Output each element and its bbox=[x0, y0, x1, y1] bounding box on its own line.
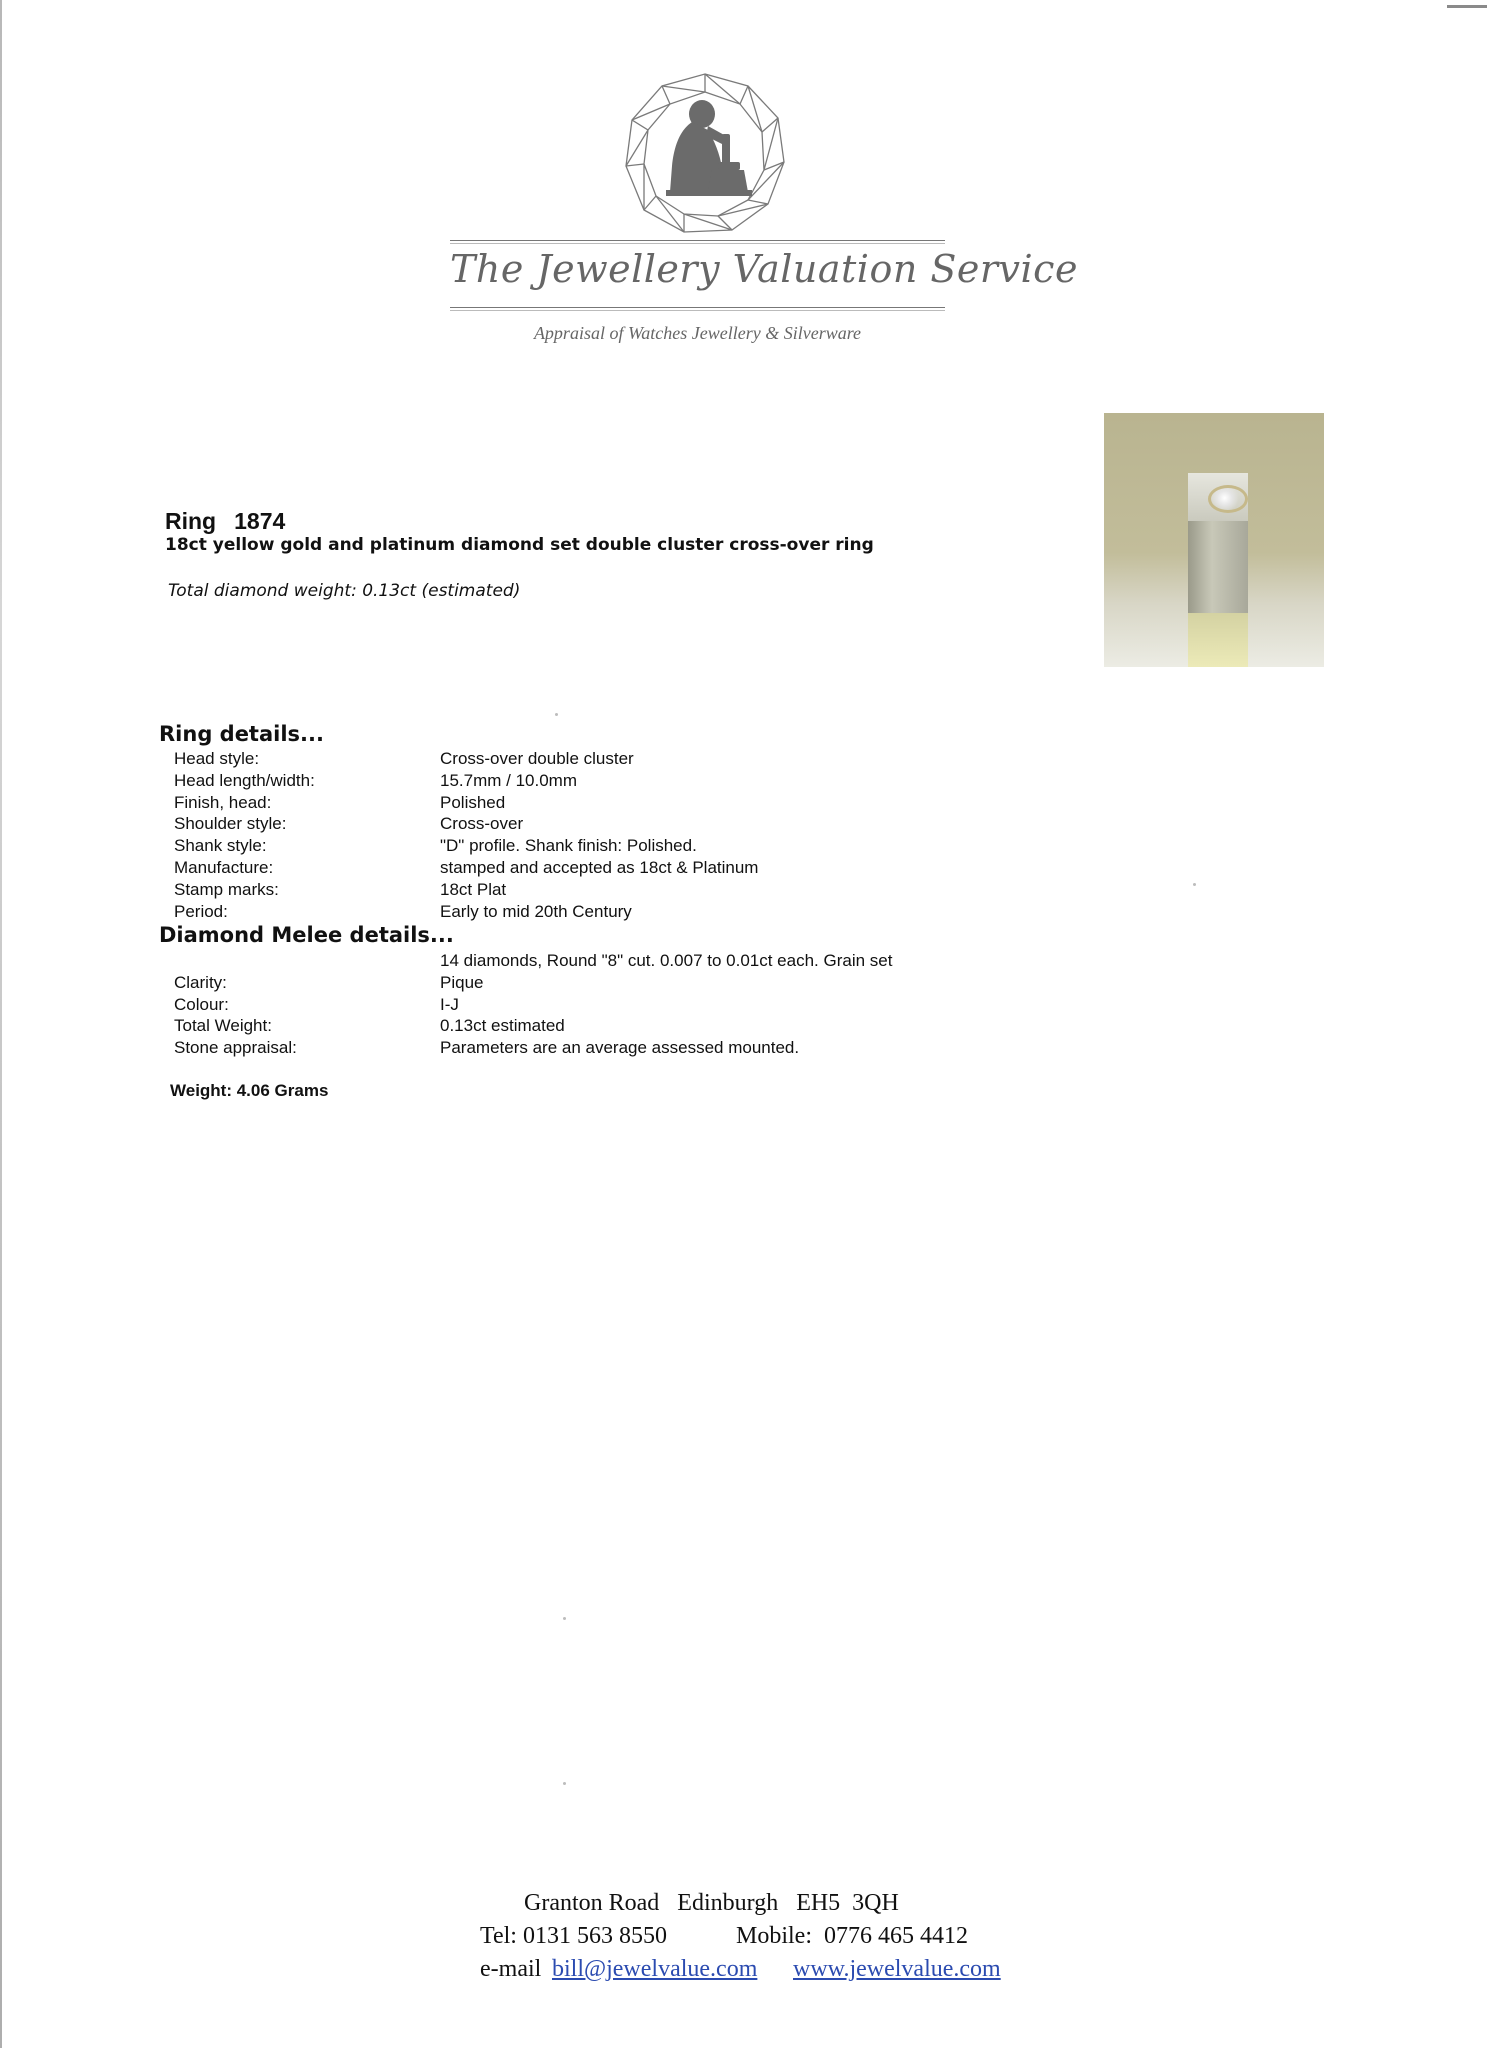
detail-value: 15.7mm / 10.0mm bbox=[440, 770, 577, 790]
detail-row bbox=[174, 1015, 974, 1037]
header-rule bbox=[450, 240, 945, 241]
detail-label: Manufacture: bbox=[174, 857, 274, 877]
detail-label: Head style: bbox=[174, 749, 260, 768]
email-link[interactable]: bill@jewelvalue.com bbox=[552, 1956, 758, 1982]
diamond-details-list bbox=[174, 950, 974, 1059]
detail-value: Cross-over double cluster bbox=[440, 749, 634, 768]
header-rule bbox=[450, 243, 945, 244]
detail-label: Head length/width: bbox=[174, 770, 315, 790]
detail-value: Polished bbox=[440, 792, 506, 812]
detail-row bbox=[174, 972, 974, 994]
ring-icon bbox=[1208, 485, 1248, 513]
detail-row bbox=[174, 879, 974, 901]
ring-details-heading: Ring details... bbox=[159, 722, 324, 746]
detail-row bbox=[174, 748, 974, 770]
detail-row bbox=[174, 1037, 974, 1059]
company-name: The Jewellery Valuation Service bbox=[450, 247, 1078, 291]
detail-label: Finish, head: bbox=[174, 792, 272, 812]
detail-value: 14 diamonds, Round "8" cut. 0.007 to 0.01ct each. Grain set bbox=[440, 951, 893, 970]
detail-value: Parameters are an average assessed mounted. bbox=[440, 1038, 800, 1058]
detail-label: Stamp marks: bbox=[174, 879, 279, 899]
detail-row bbox=[174, 901, 974, 923]
header-rule bbox=[450, 310, 945, 311]
header-rule bbox=[450, 307, 945, 308]
footer-email-label: e-mail bbox=[480, 1956, 542, 1982]
item-title bbox=[165, 508, 285, 535]
company-tagline: Appraisal of Watches Jewellery & Silverware bbox=[533, 323, 862, 343]
detail-label: Stone appraisal: bbox=[174, 1038, 297, 1058]
item-title-label: Ring bbox=[165, 508, 217, 534]
footer-links-line bbox=[460, 1956, 1040, 1989]
ring-details-list bbox=[174, 748, 974, 922]
scan-mark-top-right bbox=[1447, 5, 1487, 8]
company-logo-icon bbox=[622, 70, 788, 236]
scan-edge-left bbox=[0, 0, 2, 2048]
detail-value: 0.13ct estimated bbox=[440, 1016, 565, 1036]
detail-row bbox=[174, 857, 974, 879]
diamond-details-heading: Diamond Melee details... bbox=[159, 923, 454, 947]
pedestal-base bbox=[1188, 613, 1248, 667]
detail-row bbox=[174, 770, 974, 792]
item-weight: Weight: 4.06 Grams bbox=[170, 1081, 329, 1100]
detail-label: Period: bbox=[174, 901, 228, 921]
detail-value: Early to mid 20th Century bbox=[440, 901, 632, 921]
detail-value: Pique bbox=[440, 972, 484, 992]
item-number: 1874 bbox=[234, 508, 286, 534]
scan-speck bbox=[1193, 883, 1196, 886]
website-link[interactable]: www.jewelvalue.com bbox=[793, 1956, 1001, 1982]
scan-speck bbox=[563, 1782, 566, 1785]
detail-value: Cross-over bbox=[440, 814, 524, 834]
scan-speck bbox=[563, 1617, 566, 1620]
detail-value: 18ct Plat bbox=[440, 879, 507, 899]
detail-label: Total Weight: bbox=[174, 1016, 272, 1036]
item-description: 18ct yellow gold and platinum diamond set double cluster cross-over ring bbox=[165, 535, 874, 555]
detail-value: stamped and accepted as 18ct & Platinum bbox=[440, 857, 759, 877]
total-diamond-weight-note: Total diamond weight: 0.13ct (estimated) bbox=[168, 581, 521, 601]
detail-label: Shank style: bbox=[174, 836, 267, 856]
detail-row bbox=[174, 835, 974, 857]
footer-telephone: Tel: 0131 563 8550 bbox=[480, 1923, 667, 1949]
detail-row bbox=[174, 792, 974, 814]
footer-address: Granton Road Edinburgh EH5 3QH bbox=[524, 1890, 899, 1916]
detail-value: I-J bbox=[440, 994, 459, 1014]
footer-phone-line bbox=[460, 1923, 1040, 1956]
ring-photo bbox=[1104, 413, 1324, 667]
footer-address-line bbox=[460, 1890, 1040, 1923]
detail-row bbox=[174, 813, 974, 835]
detail-value: "D" profile. Shank finish: Polished. bbox=[440, 836, 697, 856]
footer-contact bbox=[460, 1890, 1040, 1989]
detail-row bbox=[174, 950, 974, 972]
detail-label: Colour: bbox=[174, 994, 229, 1014]
detail-label: Clarity: bbox=[174, 972, 227, 992]
detail-label: Shoulder style: bbox=[174, 814, 287, 834]
scan-speck bbox=[555, 713, 558, 716]
footer-mobile: Mobile: 0776 465 4412 bbox=[736, 1923, 968, 1949]
detail-row bbox=[174, 994, 974, 1016]
